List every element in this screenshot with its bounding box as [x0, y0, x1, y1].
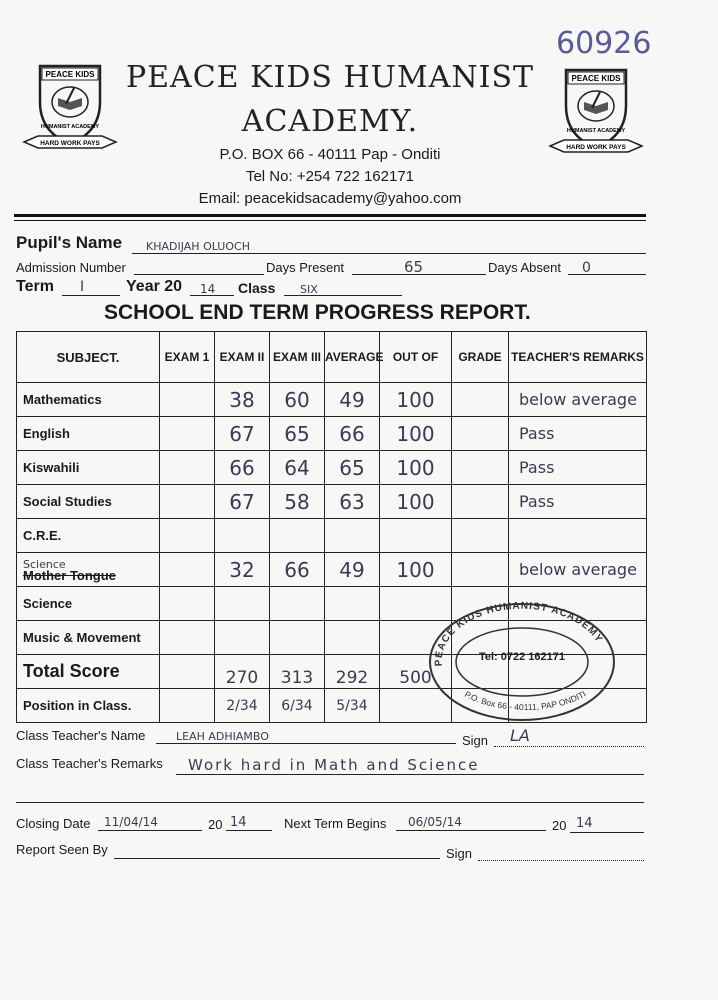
total-score-row [17, 655, 647, 689]
remarks-cell: Pass [509, 451, 647, 485]
average-cell: 65 [325, 451, 380, 485]
total-score-label: Total Score [17, 655, 160, 689]
table-row [17, 553, 647, 587]
days-absent-label: Days Absent [488, 260, 561, 275]
days-absent-line [568, 274, 646, 275]
table-row [17, 383, 647, 417]
exam1-cell [160, 383, 215, 417]
school-logo-left [22, 62, 118, 154]
exam1-cell [160, 485, 215, 519]
out-of-cell [380, 621, 452, 655]
exam3-cell: 58 [270, 485, 325, 519]
exam3-cell [270, 587, 325, 621]
subject-cell: Kiswahili [17, 451, 160, 485]
exam3-cell: 66 [270, 553, 325, 587]
school-tel: Tel No: +254 722 162171 [245, 168, 415, 185]
exam1-cell [160, 417, 215, 451]
subject-cell: Music & Movement [17, 621, 160, 655]
out-of-cell [380, 587, 452, 621]
teacher-sign-label: Sign [462, 733, 489, 748]
table-row [17, 417, 647, 451]
average-cell [325, 519, 380, 553]
stamp-tel: Tel: 0722 162171 [478, 651, 566, 663]
position-out-of-cell [380, 689, 452, 723]
exam1-cell [160, 553, 215, 587]
table-row [17, 621, 647, 655]
out-of-cell: 100 [380, 553, 452, 587]
subject-cell-overwritten [17, 553, 160, 587]
total-grade-cell [452, 655, 509, 689]
subject-struck-text: Mother Tongue [23, 567, 116, 583]
results-table [16, 331, 647, 723]
logo-left-top-text: PEACE KIDS [45, 70, 95, 79]
next-term-value: 06/05/14 [408, 815, 462, 829]
col-header-subject: SUBJECT. [17, 332, 160, 383]
position-label: Position in Class. [17, 689, 160, 723]
average-cell [325, 621, 380, 655]
stamp-ring-text: PEACE KIDS HUMANIST ACADEMY [433, 600, 605, 667]
reference-number: 60926 [556, 26, 652, 61]
exam3-cell [270, 621, 325, 655]
average-cell [325, 587, 380, 621]
next-term-year-value: 14 [576, 816, 593, 831]
closing-date-value: 11/04/14 [104, 815, 158, 829]
pupil-name-line [132, 253, 646, 254]
grade-cell [452, 621, 509, 655]
logo-left-ring-text: HUMANIST ACADEMY [40, 124, 100, 130]
admission-number-label: Admission Number [16, 260, 126, 275]
total-exam3-cell: 313 [270, 655, 325, 689]
stamp-box-text: P.O. Box 66 - 40111, PAP ONDITI [462, 688, 588, 713]
teacher-remarks-line [176, 774, 644, 775]
table-row [17, 587, 647, 621]
position-grade-cell [452, 689, 509, 723]
teacher-remarks-line-2 [16, 802, 644, 803]
term-label: Term [16, 278, 54, 295]
out-of-cell: 100 [380, 417, 452, 451]
grade-cell [452, 383, 509, 417]
teacher-name-value: LEAH ADHIAMBO [176, 730, 269, 743]
exam1-cell [160, 587, 215, 621]
admission-number-line [134, 274, 264, 275]
total-remarks-cell [509, 655, 647, 689]
next-term-year-line [570, 832, 644, 833]
next-term-label: Next Term Begins [284, 816, 387, 831]
exam2-cell: 67 [215, 417, 270, 451]
subject-cell: Science [17, 587, 160, 621]
days-present-value: 65 [404, 258, 424, 276]
teacher-name-line [156, 743, 456, 744]
teacher-signature: LA [510, 726, 530, 745]
next-term-year-prefix: 20 [552, 818, 567, 833]
subject-cell: Mathematics [17, 383, 160, 417]
exam2-cell [215, 519, 270, 553]
position-exam1-cell [160, 689, 215, 723]
out-of-cell: 100 [380, 485, 452, 519]
header-rule-thin [14, 220, 646, 221]
year-label: Year 20 [126, 278, 183, 295]
grade-cell [452, 587, 509, 621]
school-address: P.O. BOX 66 - 40111 Pap - Onditi [219, 146, 441, 163]
parent-sign-label: Sign [446, 846, 473, 861]
total-average-cell: 292 [325, 655, 380, 689]
class-label: Class [238, 280, 276, 296]
col-header-remarks: TEACHER'S REMARKS [509, 332, 647, 383]
average-cell: 49 [325, 383, 380, 417]
exam2-cell: 67 [215, 485, 270, 519]
subject-cell: Social Studies [17, 485, 160, 519]
subject-cell: C.R.E. [17, 519, 160, 553]
col-header-grade: GRADE [452, 332, 509, 383]
table-row [17, 451, 647, 485]
col-header-exam3: EXAM III [270, 332, 325, 383]
school-logo-right [548, 66, 644, 158]
position-average-cell: 5/34 [325, 689, 380, 723]
exam2-cell [215, 587, 270, 621]
exam3-cell: 60 [270, 383, 325, 417]
position-exam3-cell: 6/34 [270, 689, 325, 723]
remarks-cell: below average [509, 553, 647, 587]
subject-handwritten-override: Science [23, 557, 66, 571]
year-value: 14 [200, 282, 216, 296]
table-row [17, 485, 647, 519]
remarks-cell [509, 587, 647, 621]
teacher-remarks-value: Work hard in Math and Science [188, 756, 480, 774]
exam2-cell: 32 [215, 553, 270, 587]
report-seen-by-label: Report Seen By [16, 842, 108, 857]
class-value: SIX [300, 283, 318, 296]
average-cell: 49 [325, 553, 380, 587]
subject-cell: English [17, 417, 160, 451]
term-line [62, 295, 120, 296]
grade-cell [452, 417, 509, 451]
exam3-cell [270, 519, 325, 553]
total-exam2-cell: 270 [215, 655, 270, 689]
out-of-cell: 100 [380, 383, 452, 417]
closing-date-label: Closing Date [16, 816, 91, 831]
average-cell: 66 [325, 417, 380, 451]
col-header-exam2: EXAM II [215, 332, 270, 383]
teacher-name-label: Class Teacher's Name [16, 728, 146, 743]
table-row [17, 519, 647, 553]
logo-left-motto: HARD WORK PAYS [40, 140, 100, 147]
position-remarks-cell [509, 689, 647, 723]
logo-right-motto: HARD WORK PAYS [566, 144, 626, 151]
average-cell: 63 [325, 485, 380, 519]
header-rule-thick [14, 214, 646, 217]
next-term-line [396, 830, 546, 831]
total-exam1-cell [160, 655, 215, 689]
grade-cell [452, 485, 509, 519]
pupil-name-label: Pupil's Name [16, 233, 123, 252]
position-exam2-cell: 2/34 [215, 689, 270, 723]
exam2-cell: 38 [215, 383, 270, 417]
report-seen-by-line [114, 858, 440, 859]
teacher-remarks-label: Class Teacher's Remarks [16, 756, 163, 771]
grade-cell [452, 553, 509, 587]
logo-right-ring-text: HUMANIST ACADEMY [566, 128, 626, 134]
grade-cell [452, 519, 509, 553]
closing-year-line [226, 830, 272, 831]
term-value: I [80, 279, 85, 295]
days-present-label: Days Present [266, 260, 345, 275]
school-name-line1: PEACE KIDS HUMANIST [125, 60, 535, 95]
parent-sign-line [478, 860, 644, 861]
remarks-cell: below average [509, 383, 647, 417]
pupil-name-value: KHADIJAH OLUOCH [146, 240, 250, 253]
remarks-cell: Pass [509, 417, 647, 451]
remarks-cell [509, 519, 647, 553]
grade-cell [452, 451, 509, 485]
out-of-cell: 100 [380, 451, 452, 485]
exam2-cell: 66 [215, 451, 270, 485]
exam3-cell: 64 [270, 451, 325, 485]
school-email: Email: peacekidsacademy@yahoo.com [198, 190, 462, 207]
col-header-out-of: OUT OF [380, 332, 452, 383]
col-header-average: AVERAGE [325, 332, 380, 383]
exam1-cell [160, 621, 215, 655]
table-header-row [17, 332, 647, 383]
remarks-cell [509, 621, 647, 655]
out-of-cell [380, 519, 452, 553]
logo-right-top-text: PEACE KIDS [571, 74, 621, 83]
position-row [17, 689, 647, 723]
remarks-cell: Pass [509, 485, 647, 519]
teacher-sign-line [494, 746, 644, 747]
days-absent-value: 0 [582, 260, 591, 276]
closing-year-value: 14 [230, 815, 247, 830]
school-name-line2: ACADEMY. [241, 104, 419, 139]
exam1-cell [160, 519, 215, 553]
exam1-cell [160, 451, 215, 485]
exam3-cell: 65 [270, 417, 325, 451]
closing-year-prefix: 20 [208, 817, 223, 832]
col-header-exam1: EXAM 1 [160, 332, 215, 383]
closing-date-line [98, 830, 202, 831]
total-out-of-cell: 500 [380, 655, 452, 689]
exam2-cell [215, 621, 270, 655]
report-title: SCHOOL END TERM PROGRESS REPORT. [104, 301, 531, 324]
